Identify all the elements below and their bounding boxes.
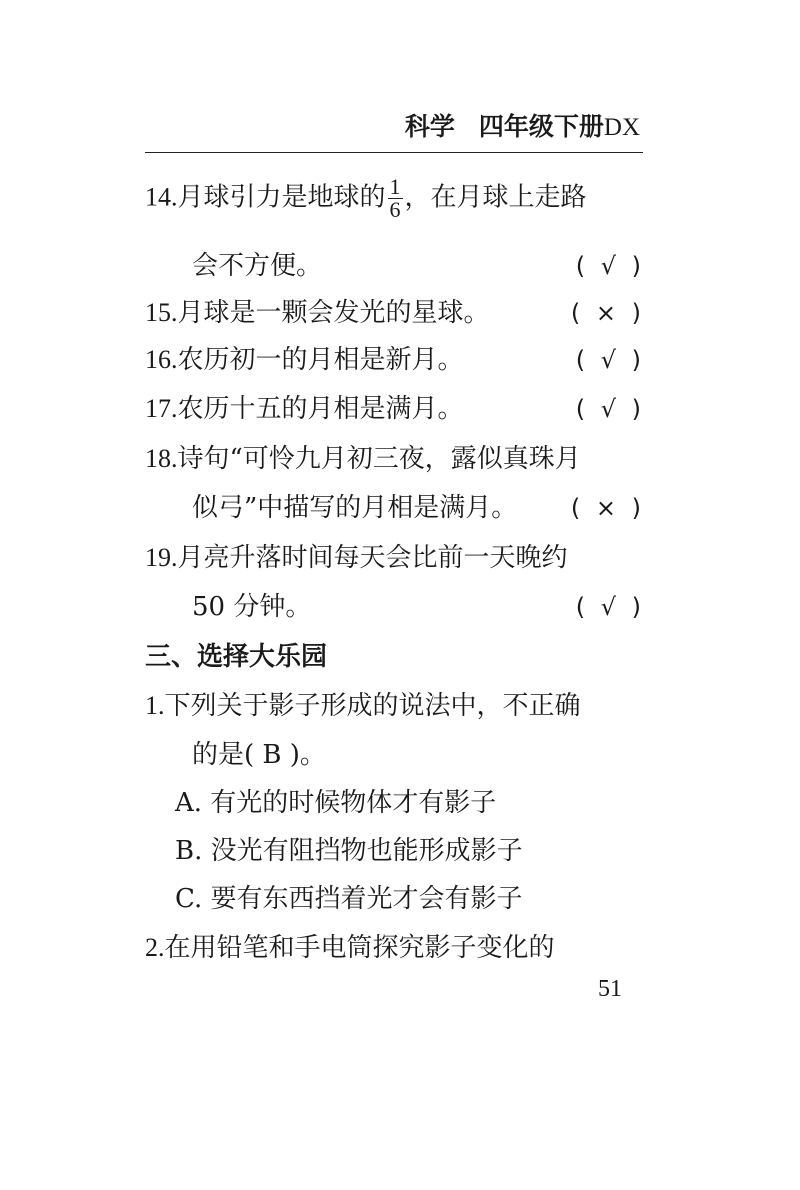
question-15-number: 15. <box>145 298 178 327</box>
choice-1-number: 1. <box>145 691 165 720</box>
question-19-line1 <box>145 538 645 578</box>
question-15-text: 月球是一颗会发光的星球。 <box>177 298 490 328</box>
question-19-answer: ( √ ) <box>575 593 645 621</box>
question-14-line1 <box>145 174 645 222</box>
question-14-text-line2: 会不方便。 <box>192 251 323 281</box>
question-14-answer: ( √ ) <box>575 252 645 280</box>
question-18-text-line2: 似弓”中描写的月相是满月。 <box>192 493 518 523</box>
choice-1-option-c: C. 要有东西挡着光才会有影子 <box>175 884 523 914</box>
question-16-answer: ( √ ) <box>575 346 645 374</box>
question-15 <box>145 293 645 333</box>
choice-2-number: 2. <box>145 933 165 962</box>
choice-1-option-b: B. 没光有阻挡物也能形成影子 <box>175 836 523 866</box>
choice-1-text-line1: 下列关于影子形成的说法中，不正确 <box>164 691 581 721</box>
choice-1-line1 <box>145 686 645 726</box>
header-code: DX <box>603 114 640 141</box>
question-14-text-pre: 月球引力是地球的 <box>177 182 386 213</box>
question-18-answer: ( × ) <box>570 494 645 522</box>
header-grade: 四年级下册 <box>478 112 604 141</box>
question-17 <box>145 389 645 429</box>
choice-1-option-a: A. 有光的时候物体才有影子 <box>175 788 497 818</box>
header-rule <box>145 152 643 153</box>
question-16-number: 16. <box>145 345 178 374</box>
question-16-text: 农历初一的月相是新月。 <box>177 345 464 375</box>
question-18-text-line1: 诗句“可怜九月初三夜，露似真珠月 <box>177 444 581 474</box>
question-14-line2 <box>192 246 645 286</box>
question-18-line1 <box>145 439 645 479</box>
page-number: 51 <box>598 976 622 1002</box>
fraction-denominator: 6 <box>389 197 401 222</box>
question-19-text-line1: 月亮升落时间每天会比前一天晚约 <box>177 543 568 573</box>
question-14-number: 14. <box>145 182 178 212</box>
question-18-line2 <box>192 488 645 528</box>
question-15-answer: ( × ) <box>570 299 645 327</box>
header-subject: 科学 <box>404 112 455 141</box>
choice-1-line2: 的是( B )。 <box>192 740 326 770</box>
fraction-one-sixth <box>388 176 403 221</box>
question-14-text-post: ，在月球上走路 <box>404 182 587 213</box>
choice-2-text-line1: 在用铅笔和手电筒探究影子变化的 <box>164 933 555 963</box>
question-19-number: 19. <box>145 543 178 572</box>
question-17-number: 17. <box>145 394 178 423</box>
question-17-text: 农历十五的月相是满月。 <box>177 394 464 424</box>
page-header <box>405 112 640 143</box>
question-18-number: 18. <box>145 444 178 473</box>
question-16 <box>145 340 645 380</box>
question-19-line2 <box>192 587 645 627</box>
section-title: 三、选择大乐园 <box>145 642 328 672</box>
fraction-numerator: 1 <box>389 174 401 199</box>
choice-2-line1 <box>145 928 645 968</box>
question-19-text-line2: 50 分钟。 <box>192 592 312 622</box>
question-17-answer: ( √ ) <box>575 395 645 423</box>
